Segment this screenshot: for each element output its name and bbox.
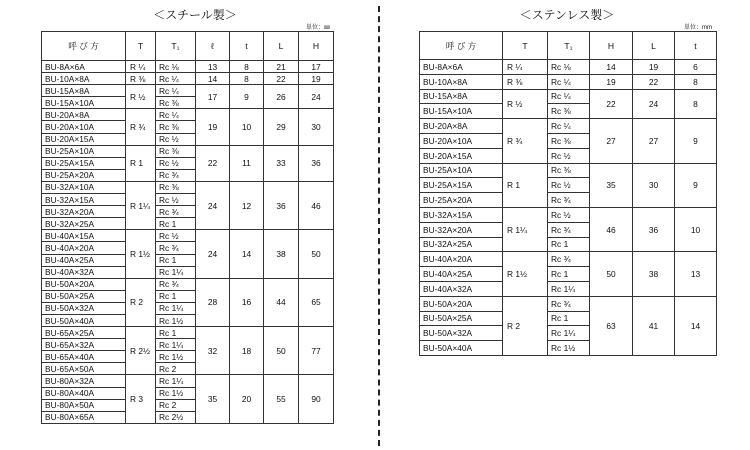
cell-name: BU-32A×25A xyxy=(420,237,503,252)
cell-name: BU-50A×40A xyxy=(420,341,503,356)
cell-thickness: 14 xyxy=(230,230,264,278)
cell-length: 33 xyxy=(264,145,299,181)
cell-thread-t1: Rc 2 xyxy=(156,399,196,411)
column-header-length: L xyxy=(633,32,675,60)
cell-name: BU-80A×32A xyxy=(42,375,126,387)
cell-name: BU-25A×20A xyxy=(420,193,503,208)
cell-l-small: 35 xyxy=(196,375,230,423)
cell-name: BU-32A×20A xyxy=(420,222,503,237)
cell-name: BU-65A×50A xyxy=(42,363,126,375)
cell-thread-t1: Rc 2½ xyxy=(156,411,196,423)
cell-name: BU-25A×20A xyxy=(42,169,126,181)
table-row xyxy=(42,73,334,85)
cell-thread-t1: Rc ¼ xyxy=(548,89,590,104)
cell-thickness: 8 xyxy=(675,89,717,119)
cell-thread-t1: Rc 1 xyxy=(548,267,590,282)
cell-thickness: 12 xyxy=(230,181,264,229)
cell-thread-t1: Rc ⅜ xyxy=(548,104,590,119)
cell-name: BU-32A×15A xyxy=(42,194,126,206)
steel-unit-label: 単位：㎜ xyxy=(306,25,331,31)
cell-thread-t1: Rc ½ xyxy=(548,178,590,193)
cell-thickness: 9 xyxy=(675,163,717,207)
cell-name: BU-8A×6A xyxy=(420,60,503,75)
cell-thread-t: R 3 xyxy=(126,375,156,423)
cell-name: BU-25A×15A xyxy=(42,157,126,169)
column-header-t1: T₁ xyxy=(156,32,196,61)
cell-name: BU-40A×15A xyxy=(42,230,126,242)
cell-name: BU-40A×20A xyxy=(42,242,126,254)
cell-thread-t1: Rc ¾ xyxy=(156,278,196,290)
cell-thread-t: R ½ xyxy=(503,89,548,119)
cell-name: BU-10A×8A xyxy=(42,73,126,85)
cell-length: 36 xyxy=(633,207,675,251)
cell-name: BU-50A×20A xyxy=(420,296,503,311)
cell-thickness: 8 xyxy=(230,61,264,73)
cell-thread-t1: Rc 1¼ xyxy=(156,375,196,387)
cell-l-small: 14 xyxy=(196,73,230,85)
cell-thread-t1: Rc ⅜ xyxy=(156,145,196,157)
cell-thread-t: R 1¼ xyxy=(126,181,156,229)
cell-name: BU-50A×32A xyxy=(420,326,503,341)
cell-length: 44 xyxy=(264,278,299,326)
cell-length: 27 xyxy=(633,119,675,163)
cell-l-small: 19 xyxy=(196,109,230,145)
cell-length: 30 xyxy=(633,163,675,207)
cell-height: 77 xyxy=(299,327,334,375)
cell-name: BU-15A×8A xyxy=(420,89,503,104)
cell-name: BU-20A×8A xyxy=(420,119,503,134)
cell-l-small: 32 xyxy=(196,327,230,375)
cell-thread-t: R 1 xyxy=(126,145,156,181)
column-header-height: H xyxy=(590,32,633,60)
cell-thread-t1: Rc 1½ xyxy=(156,351,196,363)
cell-thickness: 20 xyxy=(230,375,264,423)
cell-thickness: 9 xyxy=(230,85,264,109)
cell-thread-t1: Rc ¼ xyxy=(156,109,196,121)
table-row xyxy=(42,85,334,97)
cell-thread-t1: Rc ¾ xyxy=(156,206,196,218)
cell-thread-t: R ⅜ xyxy=(503,74,548,89)
steel-header-row xyxy=(42,32,334,61)
cell-name: BU-50A×25A xyxy=(420,311,503,326)
cell-thread-t: R ¼ xyxy=(503,60,548,75)
cell-thread-t1: Rc 1 xyxy=(156,218,196,230)
table-row xyxy=(420,296,717,311)
cell-height: 14 xyxy=(590,60,633,75)
cell-name: BU-80A×65A xyxy=(42,411,126,423)
cell-name: BU-50A×32A xyxy=(42,302,126,314)
cell-thread-t: R 2 xyxy=(126,278,156,326)
cell-l-small: 13 xyxy=(196,61,230,73)
cell-thread-t1: Rc 1½ xyxy=(548,341,590,356)
cell-thread-t: R ¾ xyxy=(126,109,156,145)
cell-length: 21 xyxy=(264,61,299,73)
cell-height: 46 xyxy=(590,207,633,251)
cell-height: 35 xyxy=(590,163,633,207)
cell-l-small: 17 xyxy=(196,85,230,109)
table-row xyxy=(42,230,334,242)
cell-thread-t1: Rc 1¼ xyxy=(156,266,196,278)
cell-length: 38 xyxy=(633,252,675,296)
cell-thread-t1: Rc 1¼ xyxy=(548,281,590,296)
cell-thread-t1: Rc ½ xyxy=(548,207,590,222)
cell-thread-t1: Rc ½ xyxy=(156,230,196,242)
cell-thread-t1: Rc 1½ xyxy=(156,387,196,399)
cell-thread-t1: Rc ¼ xyxy=(548,74,590,89)
cell-name: BU-32A×20A xyxy=(42,206,126,218)
cell-l-small: 22 xyxy=(196,145,230,181)
cell-thickness: 8 xyxy=(230,73,264,85)
cell-thread-t1: Rc ¾ xyxy=(548,222,590,237)
cell-length: 50 xyxy=(264,327,299,375)
cell-thread-t1: Rc 1 xyxy=(156,327,196,339)
column-header-name: 呼 び 方 xyxy=(420,32,503,60)
table-row xyxy=(42,145,334,157)
cell-name: BU-80A×50A xyxy=(42,399,126,411)
cell-thread-t1: Rc ⅜ xyxy=(156,97,196,109)
cell-thread-t1: Rc 1 xyxy=(548,237,590,252)
cell-name: BU-10A×8A xyxy=(420,74,503,89)
table-row xyxy=(420,119,717,134)
cell-height: 17 xyxy=(299,61,334,73)
cell-thread-t1: Rc ¾ xyxy=(548,252,590,267)
cell-thread-t1: Rc ½ xyxy=(156,194,196,206)
table-row xyxy=(42,109,334,121)
cell-thread-t: R 1 xyxy=(503,163,548,207)
cell-name: BU-40A×20A xyxy=(420,252,503,267)
cell-thickness: 18 xyxy=(230,327,264,375)
cell-thread-t1: Rc 1¼ xyxy=(156,302,196,314)
cell-name: BU-20A×10A xyxy=(420,133,503,148)
cell-thread-t: R ⅜ xyxy=(126,73,156,85)
cell-height: 19 xyxy=(299,73,334,85)
cell-thread-t: R ½ xyxy=(126,85,156,109)
stainless-header-row xyxy=(420,32,717,60)
column-header-thickness: t xyxy=(230,32,264,61)
cell-thickness: 6 xyxy=(675,60,717,75)
column-header-height: H xyxy=(299,32,334,61)
cell-thread-t1: Rc 1 xyxy=(156,254,196,266)
cell-name: BU-50A×20A xyxy=(42,278,126,290)
cell-name: BU-65A×40A xyxy=(42,351,126,363)
cell-name: BU-80A×40A xyxy=(42,387,126,399)
table-row xyxy=(420,207,717,222)
cell-name: BU-25A×10A xyxy=(42,145,126,157)
column-header-t: T xyxy=(503,32,548,60)
cell-thickness: 10 xyxy=(230,109,264,145)
table-row xyxy=(42,278,334,290)
cell-thread-t1: Rc ¼ xyxy=(548,119,590,134)
cell-name: BU-25A×15A xyxy=(420,178,503,193)
column-header-name: 呼 び 方 xyxy=(42,32,126,61)
cell-thickness: 8 xyxy=(675,74,717,89)
cell-l-small: 28 xyxy=(196,278,230,326)
cell-thread-t1: Rc ¼ xyxy=(156,85,196,97)
cell-thread-t1: Rc ⅜ xyxy=(548,163,590,178)
stainless-spec-table xyxy=(419,31,717,356)
cell-thread-t1: Rc 1 xyxy=(156,290,196,302)
cell-name: BU-20A×10A xyxy=(42,121,126,133)
table-row xyxy=(42,327,334,339)
stainless-title: ＜ステンレス製＞ xyxy=(519,8,615,22)
table-row xyxy=(420,89,717,104)
cell-thread-t: R 1½ xyxy=(503,252,548,296)
cell-thread-t1: Rc ⅛ xyxy=(548,60,590,75)
cell-thread-t1: Rc ½ xyxy=(156,157,196,169)
cell-height: 63 xyxy=(590,296,633,355)
cell-length: 26 xyxy=(264,85,299,109)
steel-spec-table xyxy=(41,31,334,424)
column-header-length: L xyxy=(264,32,299,61)
cell-name: BU-15A×8A xyxy=(42,85,126,97)
cell-thickness: 13 xyxy=(675,252,717,296)
cell-name: BU-25A×10A xyxy=(420,163,503,178)
cell-length: 24 xyxy=(633,89,675,119)
table-row xyxy=(42,375,334,387)
cell-length: 29 xyxy=(264,109,299,145)
cell-thread-t1: Rc ½ xyxy=(548,148,590,163)
cell-thread-t: R 1½ xyxy=(126,230,156,278)
cell-height: 27 xyxy=(590,119,633,163)
cell-height: 90 xyxy=(299,375,334,423)
cell-height: 65 xyxy=(299,278,334,326)
cell-height: 36 xyxy=(299,145,334,181)
cell-thread-t1: Rc ⅜ xyxy=(156,181,196,193)
cell-thread-t: R ¼ xyxy=(126,61,156,73)
cell-l-small: 24 xyxy=(196,181,230,229)
table-row xyxy=(420,74,717,89)
cell-height: 46 xyxy=(299,181,334,229)
cell-thread-t1: Rc ¾ xyxy=(156,169,196,181)
column-header-t: T xyxy=(126,32,156,61)
table-row xyxy=(420,252,717,267)
cell-thickness: 16 xyxy=(230,278,264,326)
cell-length: 19 xyxy=(633,60,675,75)
cell-name: BU-32A×15A xyxy=(420,207,503,222)
cell-thread-t1: Rc 1 xyxy=(548,311,590,326)
cell-length: 41 xyxy=(633,296,675,355)
cell-name: BU-40A×25A xyxy=(420,267,503,282)
cell-name: BU-15A×10A xyxy=(42,97,126,109)
cell-name: BU-50A×40A xyxy=(42,314,126,326)
cell-length: 38 xyxy=(264,230,299,278)
table-row xyxy=(42,61,334,73)
stainless-unit-label: 単位：mm xyxy=(684,25,712,31)
cell-name: BU-50A×25A xyxy=(42,290,126,302)
cell-height: 19 xyxy=(590,74,633,89)
cell-name: BU-65A×25A xyxy=(42,327,126,339)
steel-title: ＜スチール製＞ xyxy=(153,8,237,22)
cell-name: BU-15A×10A xyxy=(420,104,503,119)
cell-name: BU-40A×32A xyxy=(42,266,126,278)
cell-name: BU-65A×32A xyxy=(42,339,126,351)
cell-thread-t1: Rc ¼ xyxy=(156,73,196,85)
section-divider xyxy=(378,6,380,446)
cell-name: BU-20A×15A xyxy=(42,133,126,145)
cell-thread-t: R 2 xyxy=(503,296,548,355)
cell-thread-t1: Rc 2 xyxy=(156,363,196,375)
cell-thread-t: R 2½ xyxy=(126,327,156,375)
cell-thread-t1: Rc ⅛ xyxy=(156,61,196,73)
cell-name: BU-40A×32A xyxy=(420,281,503,296)
cell-thread-t1: Rc 1¼ xyxy=(156,339,196,351)
cell-thickness: 9 xyxy=(675,119,717,163)
table-row xyxy=(420,163,717,178)
table-row xyxy=(42,181,334,193)
cell-thread-t1: Rc ½ xyxy=(156,133,196,145)
cell-name: BU-8A×6A xyxy=(42,61,126,73)
cell-height: 50 xyxy=(299,230,334,278)
cell-name: BU-32A×10A xyxy=(42,181,126,193)
cell-thread-t1: Rc ⅜ xyxy=(156,121,196,133)
cell-thread-t1: Rc ¾ xyxy=(156,242,196,254)
cell-length: 22 xyxy=(264,73,299,85)
cell-name: BU-32A×25A xyxy=(42,218,126,230)
cell-thread-t1: Rc ⅜ xyxy=(548,133,590,148)
cell-thread-t1: Rc 1½ xyxy=(156,314,196,326)
cell-length: 36 xyxy=(264,181,299,229)
cell-thread-t: R ¾ xyxy=(503,119,548,163)
cell-height: 30 xyxy=(299,109,334,145)
cell-thickness: 10 xyxy=(675,207,717,251)
cell-height: 50 xyxy=(590,252,633,296)
cell-thickness: 14 xyxy=(675,296,717,355)
cell-thread-t1: Rc ¾ xyxy=(548,296,590,311)
cell-length: 55 xyxy=(264,375,299,423)
cell-thread-t1: Rc ¾ xyxy=(548,193,590,208)
cell-name: BU-20A×8A xyxy=(42,109,126,121)
cell-thread-t1: Rc 1¼ xyxy=(548,326,590,341)
cell-thickness: 11 xyxy=(230,145,264,181)
cell-thread-t: R 1¼ xyxy=(503,207,548,251)
cell-length: 22 xyxy=(633,74,675,89)
column-header-t1: T₁ xyxy=(548,32,590,60)
cell-height: 22 xyxy=(590,89,633,119)
cell-name: BU-20A×15A xyxy=(420,148,503,163)
table-row xyxy=(420,60,717,75)
cell-height: 24 xyxy=(299,85,334,109)
cell-name: BU-40A×25A xyxy=(42,254,126,266)
cell-l-small: 24 xyxy=(196,230,230,278)
column-header-thickness: t xyxy=(675,32,717,60)
column-header-l-small: ℓ xyxy=(196,32,230,61)
